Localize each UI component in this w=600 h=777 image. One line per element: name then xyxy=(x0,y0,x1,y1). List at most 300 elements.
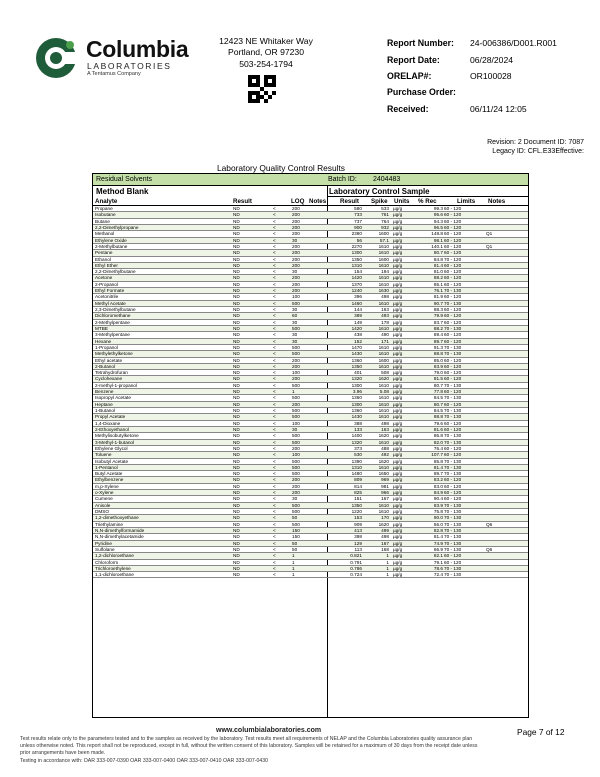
cell-lt-sign: < xyxy=(273,515,276,521)
cell-result: ND xyxy=(233,389,240,395)
cell-result: ND xyxy=(233,262,240,268)
cell-rec: 89.7 xyxy=(433,471,443,477)
cell-lcs-result: 2270 xyxy=(351,243,362,249)
cell-limits: 70 - 130 xyxy=(444,395,462,401)
cell-loq: 500 xyxy=(292,325,300,331)
cell-spike: 969 xyxy=(381,477,389,483)
cell-units: µg/g xyxy=(393,262,403,268)
cell-analyte: Ethylene Glycol xyxy=(95,445,128,451)
cell-loq: 50 xyxy=(292,515,298,521)
cell-loq: 500 xyxy=(292,439,300,445)
cell-result: ND xyxy=(233,256,240,262)
cell-lt-sign: < xyxy=(273,376,276,382)
cell-lt-sign: < xyxy=(273,559,276,565)
cell-limits: 70 - 130 xyxy=(444,502,462,508)
cell-limits: 60 - 120 xyxy=(444,477,462,483)
cell-result: ND xyxy=(233,206,240,211)
cell-limits: 70 - 130 xyxy=(444,408,462,413)
cell-rec: 80.7 xyxy=(433,382,443,388)
cell-loq: 200 xyxy=(292,490,300,496)
cell-result: ND xyxy=(233,477,240,483)
cell-lt-sign: < xyxy=(273,212,276,218)
cell-analyte: 2-Butanol xyxy=(95,363,116,369)
cell-units: µg/g xyxy=(393,307,403,312)
cell-lt-sign: < xyxy=(273,546,276,552)
cell-spike: 1610 xyxy=(378,351,389,357)
cell-lcs-result: 1400 xyxy=(351,433,362,439)
cell-limits: 70 - 130 xyxy=(444,382,462,388)
cell-lcs-result: 56 xyxy=(356,237,362,243)
cell-rec: 79.0 xyxy=(433,370,443,376)
cell-units: µg/g xyxy=(393,420,403,426)
cell-result: ND xyxy=(233,332,240,338)
cell-notes: Q6 xyxy=(486,546,493,552)
cell-analyte: Tetrahydrofuran xyxy=(95,370,128,376)
cell-units: µg/g xyxy=(393,546,403,552)
cell-lcs-result: 814 xyxy=(354,483,362,489)
cell-loq: 30 xyxy=(292,307,298,312)
method-blank-title: Method Blank xyxy=(96,187,149,196)
cell-spike: 493 xyxy=(381,313,389,319)
cell-spike: 163 xyxy=(381,426,389,432)
cell-rec: 88.8 xyxy=(433,414,443,420)
cell-analyte: Methyl Acetate xyxy=(95,300,126,306)
cell-rec: 88.2 xyxy=(433,325,443,331)
cell-limits: 60 - 120 xyxy=(444,370,462,376)
cell-lt-sign: < xyxy=(273,540,276,546)
cell-loq: 200 xyxy=(292,401,300,407)
cell-result: ND xyxy=(233,313,240,319)
cell-spike: 1 xyxy=(386,553,389,559)
cell-result: ND xyxy=(233,445,240,451)
cell-analyte: Sulfolane xyxy=(95,546,115,552)
cell-result: ND xyxy=(233,408,240,413)
cell-loq: 200 xyxy=(292,224,300,230)
cell-rec: 81.4 xyxy=(433,262,443,268)
col-notes-2: Notes xyxy=(488,198,506,205)
cell-rec: 76.1 xyxy=(433,288,443,294)
cell-limits: 70 - 120 xyxy=(444,256,462,262)
cell-analyte: Heptane xyxy=(95,401,113,407)
cell-lt-sign: < xyxy=(273,509,276,514)
cell-units: µg/g xyxy=(393,237,403,243)
cell-rec: 83.9 xyxy=(433,363,443,369)
cell-analyte: Triethylamine xyxy=(95,521,123,527)
cell-lt-sign: < xyxy=(273,464,276,470)
cell-rec: 83.0 xyxy=(433,483,443,489)
cell-analyte: Propane xyxy=(95,206,113,211)
cell-rec: 74.9 xyxy=(433,540,443,546)
orelap-label: ORELAP#: xyxy=(387,71,432,81)
cell-units: µg/g xyxy=(393,243,403,249)
cell-rec: 83.7 xyxy=(433,319,443,325)
cell-analyte: Isobutyl Acetate xyxy=(95,458,129,464)
cell-analyte: 2-Methylbutane xyxy=(95,243,128,249)
cell-spike: 1610 xyxy=(378,414,389,420)
cell-loq: 200 xyxy=(292,243,300,249)
cell-rec: 79.6 xyxy=(433,420,443,426)
cell-units: µg/g xyxy=(393,452,403,458)
cell-units: µg/g xyxy=(393,231,403,237)
cell-lt-sign: < xyxy=(273,338,276,344)
cell-result: ND xyxy=(233,559,240,565)
cell-spike: 498 xyxy=(381,294,389,300)
cell-spike: 1620 xyxy=(378,376,389,382)
cell-lcs-result: 737 xyxy=(354,218,362,224)
cell-units: µg/g xyxy=(393,540,403,546)
cell-rec: 107.7 xyxy=(431,452,443,458)
cell-units: µg/g xyxy=(393,351,403,357)
cell-analyte: Isobutane xyxy=(95,212,116,218)
cell-lt-sign: < xyxy=(273,363,276,369)
cell-lcs-result: 373 xyxy=(354,445,362,451)
cell-analyte: Ethylbenzene xyxy=(95,477,124,483)
cell-analyte: 1-Pentanol xyxy=(95,464,118,470)
cell-lt-sign: < xyxy=(273,401,276,407)
cell-rec: 82.1 xyxy=(433,553,443,559)
cell-result: ND xyxy=(233,534,240,540)
cell-limits: 70 - 130 xyxy=(444,344,462,350)
cell-result: ND xyxy=(233,212,240,218)
cell-loq: 500 xyxy=(292,395,300,401)
cell-limits: 60 - 120 xyxy=(444,319,462,325)
cell-limits: 70 - 130 xyxy=(444,471,462,477)
cell-loq: 200 xyxy=(292,206,300,211)
cell-result: ND xyxy=(233,572,240,578)
cell-spike: 508 xyxy=(381,370,389,376)
cell-loq: 1 xyxy=(292,565,295,571)
cell-units: µg/g xyxy=(393,363,403,369)
cell-lcs-result: 144 xyxy=(354,307,362,312)
cell-loq: 200 xyxy=(292,376,300,382)
cell-loq: 200 xyxy=(292,250,300,256)
cell-limits: 70 - 130 xyxy=(444,534,462,540)
cell-rec: 89.4 xyxy=(433,332,443,338)
cell-lcs-result: 1480 xyxy=(351,471,362,477)
cell-spike: 194 xyxy=(381,269,389,275)
cell-loq: 200 xyxy=(292,262,300,268)
cell-units: µg/g xyxy=(393,370,403,376)
cell-units: µg/g xyxy=(393,458,403,464)
cell-loq: 200 xyxy=(292,212,300,218)
cell-lt-sign: < xyxy=(273,527,276,533)
cell-result: ND xyxy=(233,502,240,508)
cell-rec: 84.5 xyxy=(433,395,443,401)
received-label: Received: xyxy=(387,104,429,114)
cell-units: µg/g xyxy=(393,300,403,306)
cell-lcs-result: 530 xyxy=(354,452,362,458)
page-number: Page 7 of 12 xyxy=(517,727,565,737)
cell-result: ND xyxy=(233,231,240,237)
cell-result: ND xyxy=(233,490,240,496)
col-loq: LOQ xyxy=(291,198,305,205)
section-label: Residual Solvents xyxy=(96,176,153,183)
cell-analyte: Anisole xyxy=(95,502,111,508)
cell-lcs-result: 1240 xyxy=(351,288,362,294)
col-notes: Notes xyxy=(309,198,327,205)
batch-id: 2404483 xyxy=(373,176,401,183)
cell-rec: 83.9 xyxy=(433,502,443,508)
cell-analyte: 2-Methylpentane xyxy=(95,319,130,325)
cell-lt-sign: < xyxy=(273,275,276,281)
orelap-value: OR100028 xyxy=(470,71,512,81)
cell-result: ND xyxy=(233,357,240,363)
cell-loq: 100 xyxy=(292,370,300,376)
lcs-title: Laboratory Control Sample xyxy=(329,187,430,196)
cell-units: µg/g xyxy=(393,250,403,256)
cell-lt-sign: < xyxy=(273,344,276,350)
cell-lt-sign: < xyxy=(273,433,276,439)
cell-spike: 499 xyxy=(381,527,389,533)
cell-lt-sign: < xyxy=(273,471,276,477)
cell-notes: Q1 xyxy=(486,243,493,249)
cell-units: µg/g xyxy=(393,338,403,344)
cell-lt-sign: < xyxy=(273,300,276,306)
cell-lt-sign: < xyxy=(273,250,276,256)
cell-analyte: N,N-dimethylacetamide xyxy=(95,534,144,540)
cell-result: ND xyxy=(233,565,240,571)
cell-units: µg/g xyxy=(393,534,403,540)
cell-lt-sign: < xyxy=(273,572,276,578)
cell-lt-sign: < xyxy=(273,534,276,540)
cell-lcs-result: 389 xyxy=(354,313,362,319)
cell-analyte: 2,3-Dimethylbutane xyxy=(95,307,136,312)
col-limits: Limits xyxy=(457,198,476,205)
cell-units: µg/g xyxy=(393,218,403,224)
cell-rec: 80.7 xyxy=(433,250,443,256)
cell-rec: 84.9 xyxy=(433,490,443,496)
cell-spike: 1610 xyxy=(378,275,389,281)
cell-limits: 60 - 120 xyxy=(444,363,462,369)
cell-lt-sign: < xyxy=(273,262,276,268)
cell-spike: 1610 xyxy=(378,344,389,350)
cell-units: µg/g xyxy=(393,325,403,331)
cell-lt-sign: < xyxy=(273,294,276,300)
cell-rec: 88.8 xyxy=(433,351,443,357)
cell-loq: 500 xyxy=(292,382,300,388)
cell-units: µg/g xyxy=(393,376,403,382)
table-body xyxy=(93,206,528,578)
cell-rec: 66.9 xyxy=(433,546,443,552)
cell-result: ND xyxy=(233,288,240,294)
cell-units: µg/g xyxy=(393,389,403,395)
cell-analyte: 1,1-dichloroethane xyxy=(95,572,134,578)
cell-units: µg/g xyxy=(393,281,403,287)
cell-loq: 30 xyxy=(292,338,298,344)
cell-units: µg/g xyxy=(393,357,403,363)
cell-lt-sign: < xyxy=(273,439,276,445)
cell-loq: 100 xyxy=(292,294,300,300)
cell-lt-sign: < xyxy=(273,553,276,559)
cell-spike: 1 xyxy=(386,572,389,578)
cell-limits: 70 - 130 xyxy=(444,515,462,521)
columbia-logo-icon xyxy=(34,36,82,80)
cell-loq: 1 xyxy=(292,559,295,565)
cell-result: ND xyxy=(233,370,240,376)
cell-loq: 30 xyxy=(292,496,298,502)
cell-analyte: Chloroform xyxy=(95,559,119,565)
cell-analyte: Ethyl Ether xyxy=(95,262,118,268)
cell-analyte: o-Xylene xyxy=(95,490,114,496)
cell-lt-sign: < xyxy=(273,426,276,432)
cell-analyte: Toluene xyxy=(95,452,112,458)
cell-lcs-result: 129 xyxy=(354,540,362,546)
cell-units: µg/g xyxy=(393,509,403,514)
cell-analyte: Ethyl acetate xyxy=(95,357,123,363)
cell-result: ND xyxy=(233,515,240,521)
cell-analyte: 1-Butanol xyxy=(95,408,116,413)
cell-limits: 60 - 120 xyxy=(444,269,462,275)
cell-lt-sign: < xyxy=(273,237,276,243)
cell-limits: 70 - 130 xyxy=(444,527,462,533)
disclaimer-line: unless otherwise noted. This report shall not be reproduced, except in full, without the written consent of this laboratory. Samples will be retained for a maximum of 30 days from the receipt date unless xyxy=(20,743,478,749)
cell-result: ND xyxy=(233,281,240,287)
cell-limits: 70 - 130 xyxy=(444,521,462,527)
cell-rec: 91.3 xyxy=(433,344,443,350)
cell-lcs-result: 0.821 xyxy=(350,553,362,559)
cell-rec: 88.3 xyxy=(433,307,443,312)
cell-lt-sign: < xyxy=(273,332,276,338)
cell-units: µg/g xyxy=(393,224,403,230)
cell-result: ND xyxy=(233,218,240,224)
cell-analyte: Ethyl Formate xyxy=(95,288,125,294)
cell-rec: 89.7 xyxy=(433,338,443,344)
cell-lcs-result: 1390 xyxy=(351,458,362,464)
received-value: 06/11/24 12:05 xyxy=(470,104,527,114)
cell-lt-sign: < xyxy=(273,288,276,294)
cell-limits: 60 - 120 xyxy=(444,224,462,230)
cell-limits: 60 - 120 xyxy=(444,376,462,382)
cell-result: ND xyxy=(233,294,240,300)
cell-lcs-result: 398 xyxy=(354,534,362,540)
cell-result: ND xyxy=(233,319,240,325)
disclaimer-line: Test results relate only to the parameters tested and to the samples as received by the laboratory. Test results meet all requirements of NELAP and the Columbia Laboratories quality assurance plan xyxy=(20,736,473,742)
cell-result: ND xyxy=(233,433,240,439)
cell-spike: 1610 xyxy=(378,300,389,306)
cell-analyte: Ethylene Oxide xyxy=(95,237,127,243)
cell-loq: 500 xyxy=(292,502,300,508)
cell-lt-sign: < xyxy=(273,483,276,489)
cell-lcs-result: 1300 xyxy=(351,401,362,407)
cell-loq: 30 xyxy=(292,237,298,243)
cell-loq: 200 xyxy=(292,256,300,262)
cell-lt-sign: < xyxy=(273,502,276,508)
cell-units: µg/g xyxy=(393,426,403,432)
cell-spike: 1610 xyxy=(378,243,389,249)
cell-units: µg/g xyxy=(393,395,403,401)
cell-spike: 1610 xyxy=(378,401,389,407)
cell-lt-sign: < xyxy=(273,458,276,464)
cell-rec: 81.6 xyxy=(433,426,443,432)
report-date-label: Report Date: xyxy=(387,55,440,65)
cell-result: ND xyxy=(233,521,240,527)
cell-lt-sign: < xyxy=(273,521,276,527)
cell-lcs-result: 1430 xyxy=(351,351,362,357)
cell-limits: 70 - 130 xyxy=(444,300,462,306)
cell-analyte: 3-Methylpentane xyxy=(95,332,130,338)
cell-limits: 70 - 130 xyxy=(444,351,462,357)
cell-lcs-result: 1360 xyxy=(351,408,362,413)
cell-limits: 60 - 120 xyxy=(444,262,462,268)
cell-limits: 70 - 130 xyxy=(444,509,462,514)
cell-units: µg/g xyxy=(393,490,403,496)
cell-spike: 1610 xyxy=(378,439,389,445)
cell-spike: 5.08 xyxy=(379,389,389,395)
cell-result: ND xyxy=(233,527,240,533)
cell-limits: 70 - 130 xyxy=(444,458,462,464)
cell-lt-sign: < xyxy=(273,256,276,262)
cell-loq: 500 xyxy=(292,509,300,514)
cell-units: µg/g xyxy=(393,515,403,521)
cell-lcs-result: 1420 xyxy=(351,275,362,281)
cell-spike: 163 xyxy=(381,307,389,312)
cell-spike: 932 xyxy=(381,224,389,230)
cell-rec: 82.0 xyxy=(433,439,443,445)
cell-lt-sign: < xyxy=(273,496,276,502)
cell-lcs-result: 809 xyxy=(354,477,362,483)
cell-spike: 1 xyxy=(386,559,389,565)
cell-spike: 981 xyxy=(381,483,389,489)
cell-lcs-result: 388 xyxy=(354,420,362,426)
cell-rec: 140.1 xyxy=(431,243,443,249)
cell-limits: 70 - 130 xyxy=(444,439,462,445)
cell-lcs-result: 396 xyxy=(354,294,362,300)
cell-loq: 200 xyxy=(292,281,300,287)
cell-lcs-result: 900 xyxy=(354,224,362,230)
cell-units: µg/g xyxy=(393,553,403,559)
cell-lcs-result: 438 xyxy=(354,332,362,338)
report-date-value: 06/28/2024 xyxy=(470,55,514,65)
cell-rec: 98.1 xyxy=(433,237,443,243)
cell-limits: 70 - 130 xyxy=(444,433,462,439)
cell-limits: 60 - 120 xyxy=(444,389,462,395)
cell-units: µg/g xyxy=(393,275,403,281)
cell-spike: 57.1 xyxy=(379,237,389,243)
report-number-label: Report Number: xyxy=(387,38,454,48)
cell-rec: 75.8 xyxy=(433,509,443,514)
cell-rec: 90.7 xyxy=(433,300,443,306)
cell-lt-sign: < xyxy=(273,408,276,413)
cell-limits: 60 - 120 xyxy=(444,206,462,211)
cell-loq: 100 xyxy=(292,420,300,426)
cell-loq: 500 xyxy=(292,344,300,350)
cell-rec: 148.8 xyxy=(431,231,443,237)
cell-rec: 86.8 xyxy=(433,433,443,439)
cell-units: µg/g xyxy=(393,433,403,439)
address-phone: 503-254-1794 xyxy=(239,59,293,69)
cell-spike: 1610 xyxy=(378,281,389,287)
cell-spike: 1610 xyxy=(378,262,389,268)
cell-spike: 1630 xyxy=(378,288,389,294)
cell-limits: 60 - 120 xyxy=(444,218,462,224)
cell-limits: 60 - 120 xyxy=(444,313,462,319)
cell-spike: 490 xyxy=(381,332,389,338)
cell-lt-sign: < xyxy=(273,313,276,319)
cell-limits: 60 - 120 xyxy=(444,332,462,338)
cell-loq: 500 xyxy=(292,408,300,413)
cell-lcs-result: 1460 xyxy=(351,300,362,306)
cell-analyte: 2-Propanol xyxy=(95,281,118,287)
col-result: Result xyxy=(233,198,252,205)
batch-bar xyxy=(93,174,528,186)
cell-spike: 533 xyxy=(381,206,389,211)
cell-result: ND xyxy=(233,382,240,388)
cell-notes: Q1 xyxy=(486,231,493,237)
cell-result: ND xyxy=(233,452,240,458)
cell-lcs-result: 1430 xyxy=(351,414,362,420)
cell-rec: 90.0 xyxy=(433,515,443,521)
cell-result: ND xyxy=(233,363,240,369)
